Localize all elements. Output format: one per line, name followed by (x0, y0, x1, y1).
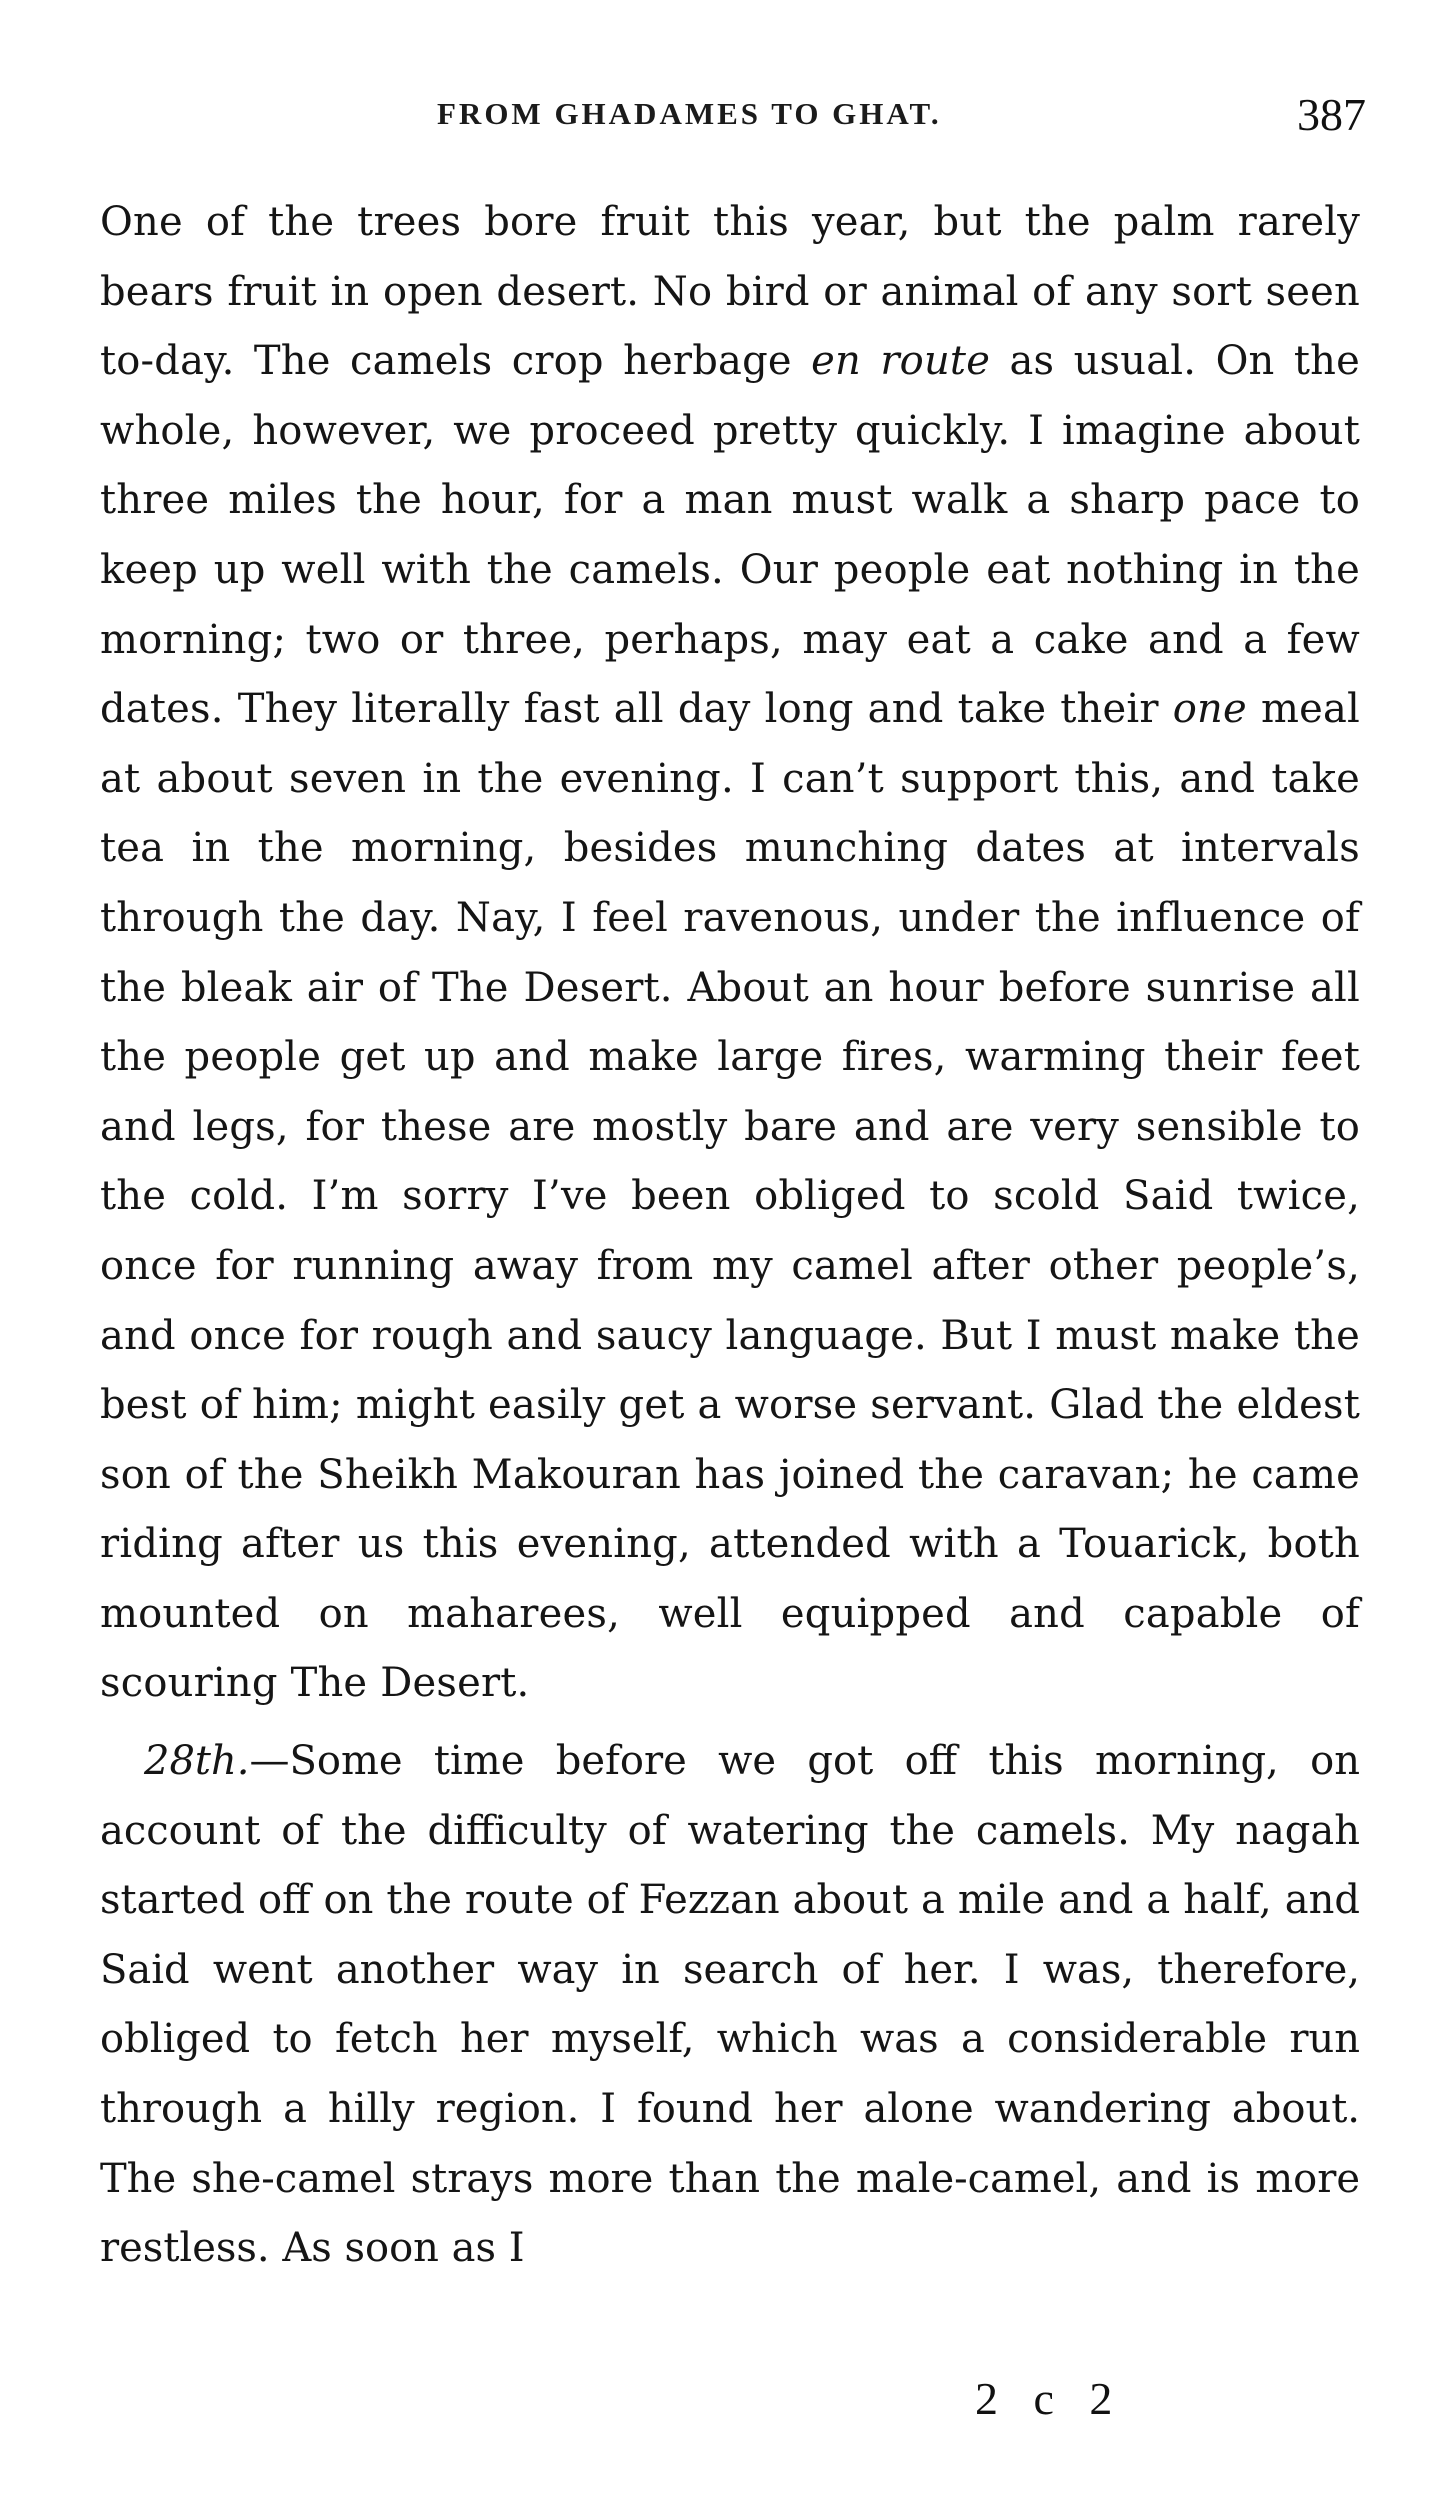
running-title: FROM GHADAMES TO GHAT. (437, 96, 942, 131)
italic-segment: en route (811, 338, 991, 385)
paragraph-1 (100, 188, 1360, 1719)
date-heading: 28th. (144, 1738, 250, 1785)
italic-segment: one (1172, 686, 1247, 733)
text-segment: —Some time before we got off this morning, on account of the difficulty of watering the camels. My nagah started off on the route of Fezzan about a mile and a half, and Said went another way in search of her. I was, therefore, obliged to fetch her myself, which was a considerable run through a hilly region. I found her alone wandering about. The she-camel strays more than the male-camel, and is more restless. As soon as I (100, 1738, 1360, 2272)
running-head (0, 88, 1450, 148)
paragraph-2 (100, 1727, 1360, 2284)
page-number: 387 (1297, 89, 1366, 140)
body-text (100, 188, 1360, 2284)
text-segment: meal at about seven in the evening. I can’t support this, and take tea in the morning, besides munching dates at intervals through the day. Nay, I feel ravenous, under the influence of the bleak air of The Desert. About an hour before sunrise all the people get up and make large fires, warming their feet and legs, for these are mostly bare and are very sensible to the cold. I’m sorry I’ve been obliged to scold Said twice, once for running away from my camel after other people’s, and once for rough and saucy language. But I must make the best of him; might easily get a worse servant. Glad the eldest son of the Sheikh Makouran has joined the caravan; he came riding after us this evening, attended with a Touarick, both mounted on maharees, well equipped and capable of scouring The Desert. (100, 686, 1360, 1707)
signature-mark: 2 c 2 (975, 2373, 1125, 2424)
text-segment: as usual. On the whole, however, we proceed pretty quickly. I imagine about three miles the hour, for a man must walk a sharp pace to keep up well with the camels. Our people eat nothing in the morning; two or three, perhaps, may eat a cake and a few dates. They literally fast all day long and take their (100, 338, 1360, 733)
text-segment: One of the trees bore fruit this year, but the palm rarely bears fruit in open desert. No bird or animal of any sort seen to-day. The camels crop herbage (100, 199, 1360, 385)
